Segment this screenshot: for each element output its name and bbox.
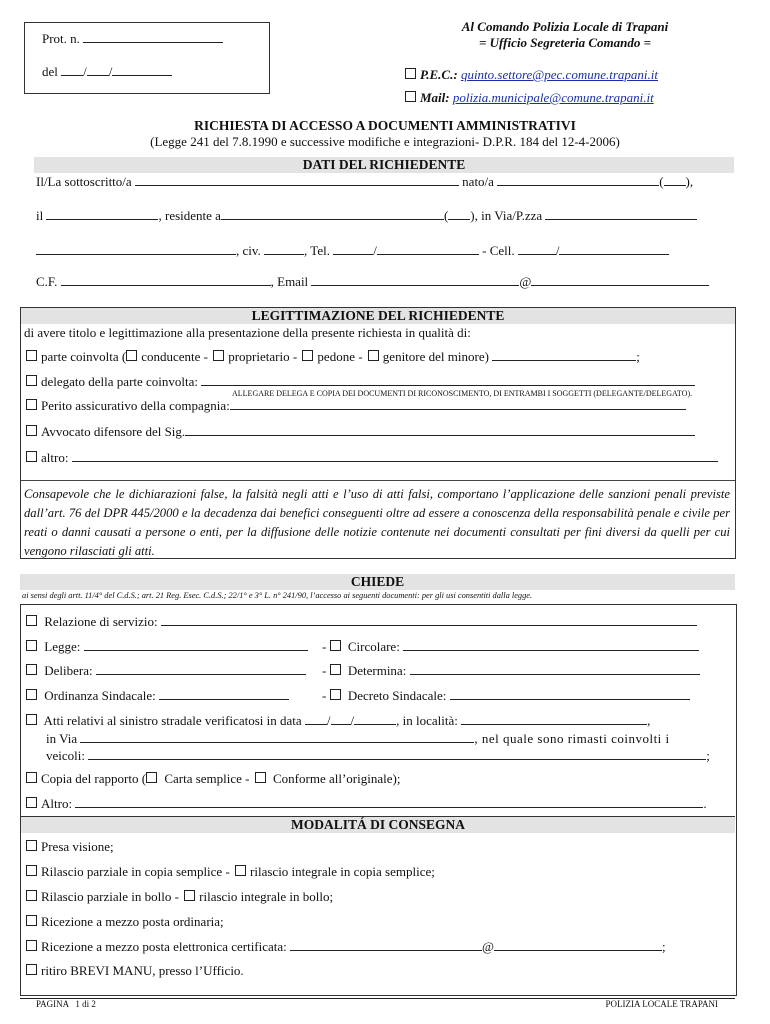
conducente-checkbox[interactable]	[126, 350, 137, 361]
legge-field[interactable]	[84, 639, 308, 651]
legge-row: Legge:	[26, 639, 308, 655]
posta-ordinaria-row: Ricezione a mezzo posta ordinaria;	[26, 914, 224, 930]
mail-row: Mail: polizia.municipale@comune.trapani.it	[405, 90, 654, 106]
posta-ordinaria-checkbox[interactable]	[26, 915, 37, 926]
rilascio-parziale-copia-checkbox[interactable]	[26, 865, 37, 876]
cell-number-field[interactable]	[559, 243, 669, 255]
contatti-row: , civ. , Tel. / - Cell. /	[36, 243, 669, 259]
atti-via-field[interactable]	[80, 731, 474, 743]
tel-prefix-field[interactable]	[333, 243, 373, 255]
copia-semplice-row: Rilascio parziale in copia semplice - rilascio integrale in copia semplice;	[26, 864, 435, 880]
residenza-province-field[interactable]	[448, 208, 470, 220]
altro-legittimazione-checkbox[interactable]	[26, 451, 37, 462]
copia-rapporto-checkbox[interactable]	[26, 772, 37, 783]
pec-delivery-checkbox[interactable]	[26, 940, 37, 951]
relazione-field[interactable]	[161, 614, 697, 626]
altro-chiede-field[interactable]	[75, 796, 703, 808]
ordinanza-row: Ordinanza Sindacale:	[26, 688, 289, 704]
atti-year-field[interactable]	[354, 713, 396, 725]
footer-page: PAGINA 1 di 2	[36, 999, 96, 1009]
relazione-row: Relazione di servizio:	[26, 614, 697, 630]
cell-prefix-field[interactable]	[518, 243, 556, 255]
allegare-note: ALLEGARE DELEGA E COPIA DEI DOCUMENTI DI RICONOSCIMENTO, DI ENTRAMBI I SOGGETTI (DELEGANTE/DELEGATO).	[232, 389, 693, 398]
pec-domain-field[interactable]	[494, 939, 662, 951]
footer-office: POLIZIA LOCALE TRAPANI	[605, 999, 718, 1009]
atti-month-field[interactable]	[331, 713, 351, 725]
altro-chiede-row: Altro: .	[26, 796, 707, 812]
parte-coinvolta-checkbox[interactable]	[26, 350, 37, 361]
prot-number-field[interactable]	[83, 31, 223, 43]
delibera-row: Delibera:	[26, 663, 306, 679]
mail-checkbox[interactable]	[405, 91, 416, 102]
birth-date-field[interactable]	[46, 208, 158, 220]
atti-row: Atti relativi al sinistro stradale verificatosi in data / / , in località: ,	[26, 713, 650, 729]
del-month-field[interactable]	[87, 64, 109, 76]
prot-row: Prot. n.	[42, 31, 223, 47]
bollo-row: Rilascio parziale in bollo - rilascio integrale in bollo;	[26, 889, 333, 905]
determina-checkbox[interactable]	[330, 664, 341, 675]
decreto-row: - Decreto Sindacale:	[322, 688, 690, 704]
altro-legittimazione-row: altro:	[26, 450, 718, 466]
del-year-field[interactable]	[112, 64, 172, 76]
cf-email-row: C.F. , Email @	[36, 274, 709, 290]
consegna-heading: MODALITÁ DI CONSEGNA	[21, 816, 735, 833]
delegato-field[interactable]	[201, 374, 695, 386]
mail-email-link[interactable]: polizia.municipale@comune.trapani.it	[452, 90, 654, 105]
sottoscritto-row: Il/La sottoscritto/a nato/a ( ),	[36, 174, 694, 189]
via-field[interactable]	[545, 208, 697, 220]
brevi-manu-row: ritiro BREVI MANU, presso l’Ufficio.	[26, 963, 244, 979]
veicoli-field[interactable]	[88, 748, 706, 760]
brevi-manu-checkbox[interactable]	[26, 964, 37, 975]
avvocato-checkbox[interactable]	[26, 425, 37, 436]
legittimazione-intro: di avere titolo e legittimazione alla presentazione della presente richiesta in qualità di:	[24, 325, 471, 340]
perito-checkbox[interactable]	[26, 399, 37, 410]
email-domain-field[interactable]	[531, 274, 709, 286]
localita-field[interactable]	[461, 713, 647, 725]
rilascio-integrale-bollo-checkbox[interactable]	[184, 890, 195, 901]
via-continued-field[interactable]	[36, 243, 236, 255]
delibera-checkbox[interactable]	[26, 664, 37, 675]
altro-legittimazione-field[interactable]	[72, 450, 718, 462]
residenza-row: il , residente a ( ), in Via/P.zza	[36, 208, 697, 224]
delibera-field[interactable]	[96, 663, 306, 675]
rilascio-parziale-bollo-checkbox[interactable]	[26, 890, 37, 901]
circolare-field[interactable]	[403, 639, 699, 651]
presa-visione-row: Presa visione;	[26, 839, 114, 855]
avvocato-row: Avvocato difensore del Sig.	[26, 424, 695, 440]
determina-field[interactable]	[410, 663, 700, 675]
parte-coinvolta-field[interactable]	[492, 349, 636, 361]
pec-user-field[interactable]	[290, 939, 482, 951]
decreto-field[interactable]	[450, 688, 690, 700]
pec-email-link[interactable]: quinto.settore@pec.comune.trapani.it	[460, 67, 658, 82]
codice-fiscale-field[interactable]	[61, 274, 271, 286]
relazione-checkbox[interactable]	[26, 615, 37, 626]
perito-field[interactable]	[230, 398, 686, 410]
document-title: RICHIESTA DI ACCESSO A DOCUMENTI AMMINISTRATIVI	[194, 118, 576, 133]
document-subtitle: (Legge 241 del 7.8.1990 e successive modifiche e integrazioni- D.P.R. 184 del 12-4-2006)	[150, 134, 620, 149]
legge-checkbox[interactable]	[26, 640, 37, 651]
ordinanza-checkbox[interactable]	[26, 689, 37, 700]
sottoscritto-name-field[interactable]	[135, 174, 459, 186]
atti-day-field[interactable]	[305, 713, 327, 725]
chiede-subtitle: ai sensi degli artt. 11/4° del C.d.S.; art. 21 Reg. Esec. C.d.S.; 22/1° e 3° L. n° 241/90, l’accesso ai seguenti documenti: per gli usi consentiti dalla legge.	[22, 591, 533, 600]
ordinanza-field[interactable]	[159, 688, 289, 700]
circolare-row: - Circolare:	[322, 639, 699, 655]
disclaimer-divider	[21, 480, 735, 481]
nato-place-field[interactable]	[497, 174, 659, 186]
residenza-city-field[interactable]	[221, 208, 444, 220]
nato-province-field[interactable]	[664, 174, 686, 186]
pec-delivery-row: Ricezione a mezzo posta elettronica certificata: @ ;	[26, 939, 666, 955]
pec-checkbox[interactable]	[405, 68, 416, 79]
rilascio-integrale-copia-checkbox[interactable]	[235, 865, 246, 876]
parte-coinvolta-row: parte coinvolta ( conducente - proprietario - pedone - genitore del minore) ;	[26, 349, 640, 365]
del-row: del / /	[42, 64, 172, 80]
pedone-checkbox[interactable]	[302, 350, 313, 361]
delegato-checkbox[interactable]	[26, 375, 37, 386]
altro-chiede-checkbox[interactable]	[26, 797, 37, 808]
disclaimer-text: Consapevole che le dichiarazioni false, la falsità negli atti e l’uso di atti falsi, comportano l’applicazione delle sanzioni penali previste dall’art. 76 del DPR 445/2000 e la decadenza dai benefici conseguenti oltre ad essere a conoscenza della responsabilità penale e civile per reati o danni causati a persone o enti, per la diffusione delle notizie contenute nei documenti consultati per fini diversi da quelli per cui vengono rilasciati gli atti.	[24, 487, 730, 558]
perito-row: Perito assicurativo della compagnia:	[26, 398, 686, 414]
civico-field[interactable]	[264, 243, 304, 255]
del-day-field[interactable]	[61, 64, 83, 76]
conforme-checkbox[interactable]	[255, 772, 266, 783]
richiedente-heading: DATI DEL RICHIEDENTE	[34, 157, 734, 173]
avvocato-field[interactable]	[185, 424, 695, 436]
decreto-checkbox[interactable]	[330, 689, 341, 700]
proprietario-checkbox[interactable]	[213, 350, 224, 361]
addressee-line1: Al Comando Polizia Locale di Trapani	[461, 19, 669, 34]
delegato-row: delegato della parte coinvolta:	[26, 374, 695, 390]
pec-row: P.E.C.: quinto.settore@pec.comune.trapani.it	[405, 67, 658, 83]
presa-visione-checkbox[interactable]	[26, 840, 37, 851]
atti-veicoli-row: veicoli: ;	[46, 748, 710, 763]
genitore-checkbox[interactable]	[368, 350, 379, 361]
chiede-heading: CHIEDE	[20, 574, 735, 590]
addressee-line2: = Ufficio Segreteria Comando =	[478, 35, 651, 50]
atti-via-row: in Via , nel quale sono rimasti coinvolti i	[46, 731, 670, 746]
tel-number-field[interactable]	[377, 243, 479, 255]
carta-semplice-checkbox[interactable]	[146, 772, 157, 783]
circolare-checkbox[interactable]	[330, 640, 341, 651]
copia-rapporto-row: Copia del rapporto ( Carta semplice - Conforme all’originale);	[26, 771, 400, 787]
legittimazione-heading: LEGITTIMAZIONE DEL RICHIEDENTE	[21, 308, 735, 324]
email-user-field[interactable]	[311, 274, 519, 286]
determina-row: - Determina:	[322, 663, 700, 679]
atti-checkbox[interactable]	[26, 714, 37, 725]
